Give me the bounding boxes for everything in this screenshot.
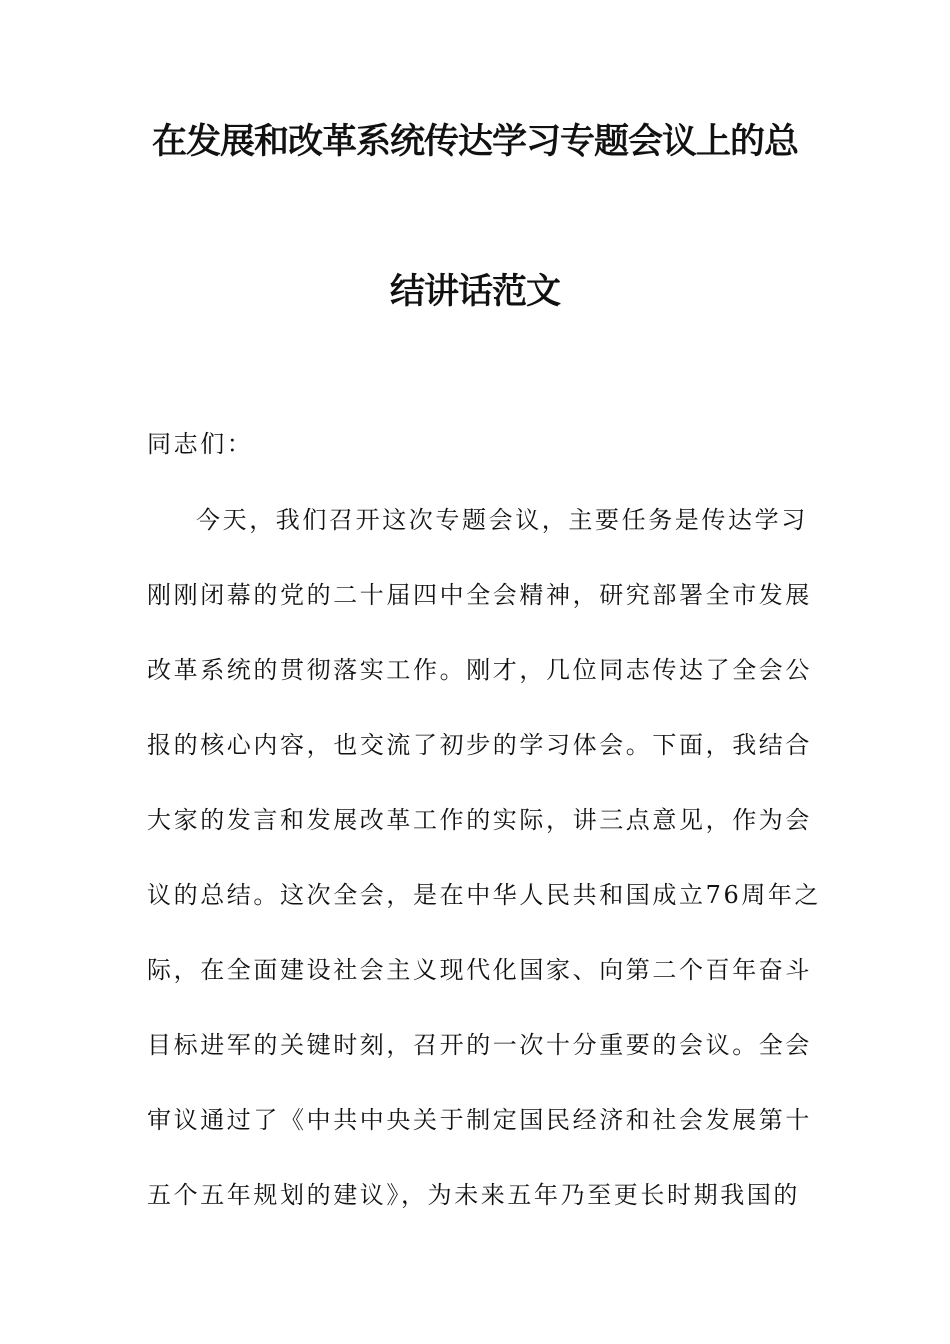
body-line: 今天，我们召开这次专题会议，主要任务是传达学习 bbox=[196, 506, 808, 534]
body-line: 际，在全面建设社会主义现代化国家、向第二个百年奋斗 bbox=[147, 956, 812, 984]
body-line: 大家的发言和发展改革工作的实际，讲三点意见，作为会 bbox=[147, 806, 812, 834]
body-line: 五个五年规划的建议》，为未来五年乃至更长时期我国的 bbox=[147, 1181, 800, 1209]
body-line: 报的核心内容，也交流了初步的学习体会。下面，我结合 bbox=[147, 731, 812, 759]
document-title-line-2: 结讲话范文 bbox=[389, 272, 560, 312]
body-line: 改革系统的贯彻落实工作。刚才，几位同志传达了全会公 bbox=[147, 656, 812, 684]
body-line: 刚刚闭幕的党的二十届四中全会精神，研究部署全市发展 bbox=[147, 581, 812, 609]
body-line: 目标进军的关键时刻，召开的一次十分重要的会议。全会 bbox=[147, 1031, 812, 1059]
salutation: 同志们： bbox=[147, 430, 254, 458]
document-title-line-1: 在发展和改革系统传达学习专题会议上的总 bbox=[151, 122, 798, 162]
body-line: 审议通过了《中共中央关于制定国民经济和社会发展第十 bbox=[147, 1106, 812, 1134]
body-line: 议的总结。这次全会，是在中华人民共和国成立76周年之 bbox=[147, 881, 822, 909]
